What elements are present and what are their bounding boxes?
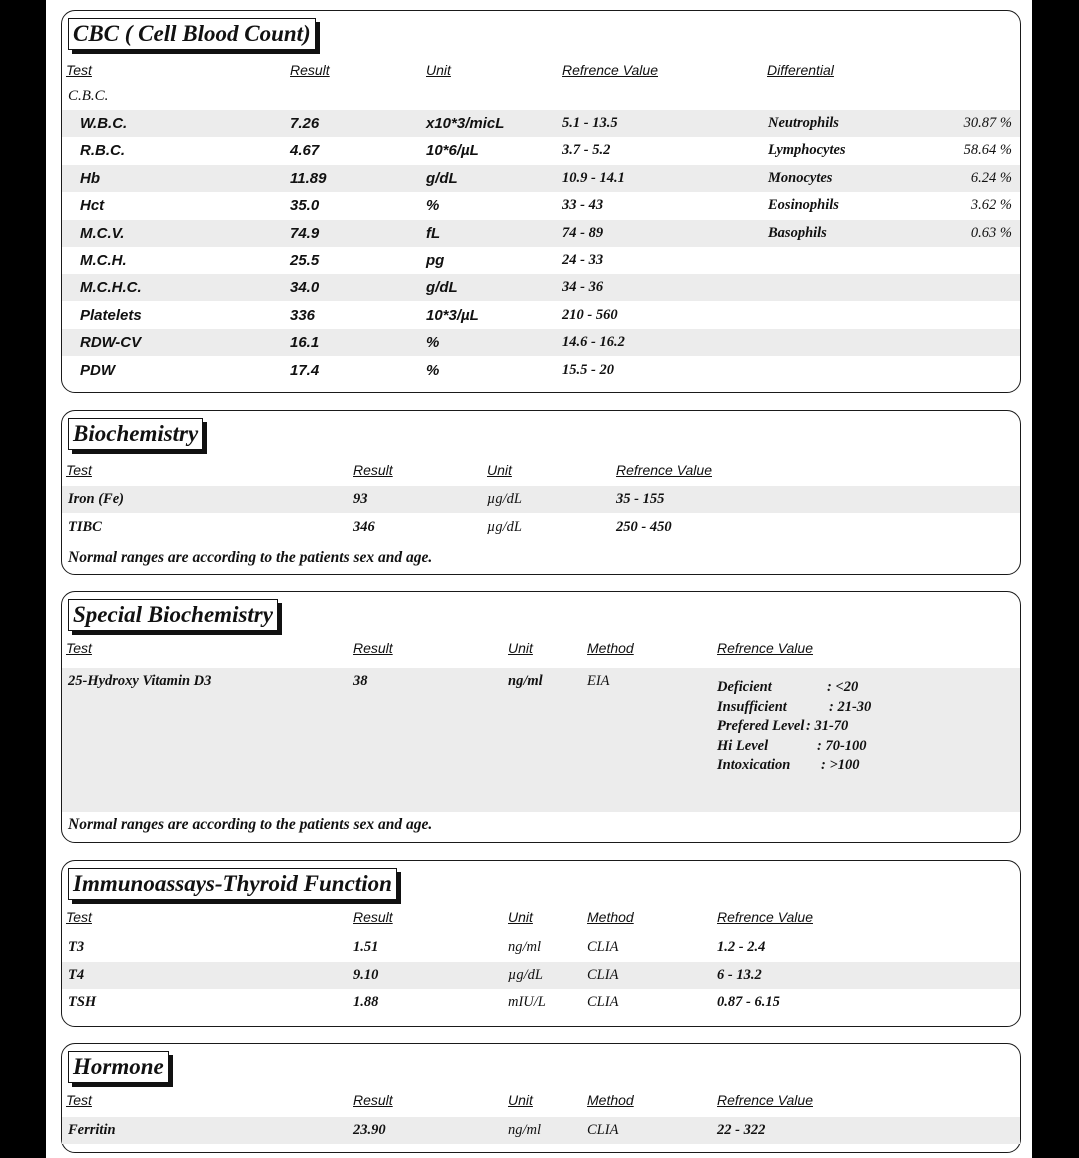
table-row xyxy=(62,486,1020,513)
cell-result: 7.26 xyxy=(290,115,320,132)
cell-ref: 15.5 - 20 xyxy=(562,361,614,378)
header-result: Result xyxy=(353,462,393,478)
cell-result: 25.5 xyxy=(290,252,320,269)
table-row xyxy=(62,668,1020,812)
cell-ref: 210 - 560 xyxy=(562,306,618,323)
section-title: Biochemistry xyxy=(68,418,203,450)
section-title: CBC ( Cell Blood Count) xyxy=(68,18,316,50)
cell-method: CLIA xyxy=(587,966,619,983)
table-row xyxy=(62,192,1020,219)
table-row xyxy=(62,934,1020,961)
cell-result: 17.4 xyxy=(290,361,320,379)
thyroid-section xyxy=(61,860,1021,1027)
header-test: Test xyxy=(66,62,92,78)
cell-test: Platelets xyxy=(80,306,142,324)
cell-unit: g/dL xyxy=(426,279,458,297)
cbc-section xyxy=(61,10,1021,393)
cell-unit: 10*3/µL xyxy=(426,306,479,324)
cell-unit: mIU/L xyxy=(508,994,546,1010)
section-title: Immunoassays-Thyroid Function xyxy=(68,868,397,900)
header-ref: Refrence Value xyxy=(717,640,813,656)
reference-value: : 70-100 xyxy=(817,737,867,754)
header-method: Method xyxy=(587,640,634,656)
cell-ref: 3.7 - 5.2 xyxy=(562,142,611,159)
cell-method: EIA xyxy=(587,673,610,689)
header-result: Result xyxy=(353,640,393,656)
table-row xyxy=(62,137,1020,164)
table-row xyxy=(62,962,1020,989)
table-row xyxy=(62,274,1020,301)
cell-ref: 35 - 155 xyxy=(616,491,665,507)
cell-unit: ng/ml xyxy=(508,1122,542,1138)
cell-diff-name: Basophils xyxy=(768,224,827,241)
cell-unit: ng/ml xyxy=(508,939,542,955)
cell-unit: µg/dL xyxy=(487,519,522,535)
cell-unit: µg/dL xyxy=(508,966,543,983)
header-ref: Refrence Value xyxy=(717,1092,813,1108)
cell-unit: x10*3/micL xyxy=(426,115,505,132)
header-unit: Unit xyxy=(508,1092,533,1108)
cell-ref: 1.2 - 2.4 xyxy=(717,939,766,955)
cell-ref: 10.9 - 14.1 xyxy=(562,169,625,186)
reference-value: : >100 xyxy=(821,757,860,773)
cell-ref: 250 - 450 xyxy=(616,519,672,535)
cell-result: 346 xyxy=(353,519,375,535)
cell-test: Hct xyxy=(80,197,105,215)
table-row xyxy=(62,514,1020,541)
cell-test: Iron (Fe) xyxy=(68,491,124,507)
cell-test: R.B.C. xyxy=(80,142,125,160)
hormone-section xyxy=(61,1043,1021,1153)
cell-test: Ferritin xyxy=(68,1122,116,1138)
header-result: Result xyxy=(290,62,330,78)
header-unit: Unit xyxy=(487,462,512,478)
cell-method: CLIA xyxy=(587,939,619,955)
reference-value: : 21-30 xyxy=(829,698,872,715)
cell-ref: 34 - 36 xyxy=(562,279,604,296)
header-diff: Differential xyxy=(767,62,834,78)
cell-test: M.C.V. xyxy=(80,224,125,242)
cell-result: 336 xyxy=(290,306,316,324)
cell-test: TSH xyxy=(68,994,97,1010)
cell-test: TIBC xyxy=(68,519,102,535)
cell-unit: % xyxy=(426,361,440,379)
reference-label: Insufficient xyxy=(717,698,787,715)
cell-ref: 5.1 - 13.5 xyxy=(562,115,618,131)
cell-result: 9.10 xyxy=(353,966,379,983)
cell-test: PDW xyxy=(80,361,115,379)
cell-ref: 0.87 - 6.15 xyxy=(717,994,780,1010)
cell-test: 25-Hydroxy Vitamin D3 xyxy=(68,673,212,689)
cell-unit: g/dL xyxy=(426,169,458,187)
cell-unit: fL xyxy=(426,224,441,242)
footnote: Normal ranges are according to the patients sex and age. xyxy=(68,549,433,566)
cell-result: 34.0 xyxy=(290,279,320,297)
cell-unit: µg/dL xyxy=(487,491,522,507)
header-unit: Unit xyxy=(508,640,533,656)
header-test: Test xyxy=(66,640,92,656)
cell-unit: pg xyxy=(426,252,445,269)
header-ref: Refrence Value xyxy=(562,62,658,78)
cell-diff-value: 6.24 % xyxy=(970,169,1012,186)
cell-ref: 74 - 89 xyxy=(562,224,604,241)
header-ref: Refrence Value xyxy=(616,462,712,478)
table-row xyxy=(62,220,1020,247)
header-method: Method xyxy=(587,909,634,925)
cell-diff-value: 30.87 % xyxy=(963,115,1012,131)
cell-diff-name: Eosinophils xyxy=(768,197,839,214)
lab-report-page xyxy=(46,0,1032,1158)
cbc-sublabel: C.B.C. xyxy=(68,88,109,104)
cell-test: Hb xyxy=(80,169,100,187)
cell-ref: 22 - 322 xyxy=(717,1122,766,1138)
special-biochemistry-section xyxy=(61,591,1021,843)
table-row xyxy=(62,247,1020,274)
reference-value: : <20 xyxy=(827,679,859,695)
cell-result: 1.88 xyxy=(353,994,379,1010)
reference-value: : 31-70 xyxy=(806,718,849,734)
cell-test: M.C.H.C. xyxy=(80,279,142,297)
header-result: Result xyxy=(353,909,393,925)
cell-test: RDW-CV xyxy=(80,334,142,352)
cell-ref: 33 - 43 xyxy=(562,197,604,214)
cell-test: W.B.C. xyxy=(80,115,128,132)
reference-label: Hi Level xyxy=(717,737,769,754)
cell-result: 74.9 xyxy=(290,224,320,242)
table-row xyxy=(62,1117,1020,1144)
cell-test: T4 xyxy=(68,966,85,983)
cell-ref: 14.6 - 16.2 xyxy=(562,334,625,351)
cell-unit: % xyxy=(426,334,440,352)
cell-diff-name: Neutrophils xyxy=(768,115,839,131)
footnote: Normal ranges are according to the patients sex and age. xyxy=(68,816,433,833)
table-row xyxy=(62,357,1020,384)
cell-diff-value: 3.62 % xyxy=(970,197,1012,214)
cell-method: CLIA xyxy=(587,994,619,1010)
table-row xyxy=(62,302,1020,329)
cell-result: 16.1 xyxy=(290,334,320,352)
header-test: Test xyxy=(66,1092,92,1108)
cell-result: 4.67 xyxy=(290,142,320,160)
cell-result: 38 xyxy=(353,673,368,689)
cell-diff-value: 0.63 % xyxy=(970,224,1012,241)
cell-test: M.C.H. xyxy=(80,252,127,269)
cell-result: 93 xyxy=(353,491,368,507)
cell-result: 1.51 xyxy=(353,939,379,955)
cell-unit: % xyxy=(426,197,440,215)
header-unit: Unit xyxy=(508,909,533,925)
header-method: Method xyxy=(587,1092,634,1108)
cell-test: T3 xyxy=(68,939,85,955)
cell-ref: 24 - 33 xyxy=(562,252,604,268)
reference-label: Deficient xyxy=(717,679,772,695)
table-row xyxy=(62,989,1020,1016)
reference-label: Prefered Level xyxy=(717,718,805,734)
cell-method: CLIA xyxy=(587,1122,619,1138)
cell-result: 11.89 xyxy=(290,169,327,187)
biochemistry-section xyxy=(61,410,1021,575)
cell-diff-value: 58.64 % xyxy=(963,142,1012,159)
section-title: Special Biochemistry xyxy=(68,599,278,631)
table-row xyxy=(62,110,1020,137)
header-ref: Refrence Value xyxy=(717,909,813,925)
table-row xyxy=(62,329,1020,356)
header-test: Test xyxy=(66,909,92,925)
cell-unit: 10*6/µL xyxy=(426,142,479,160)
cell-diff-name: Lymphocytes xyxy=(768,142,846,159)
section-title: Hormone xyxy=(68,1051,169,1083)
table-row xyxy=(62,165,1020,192)
cell-result: 23.90 xyxy=(353,1122,386,1138)
cell-unit: ng/ml xyxy=(508,673,543,689)
cell-ref: 6 - 13.2 xyxy=(717,966,762,983)
reference-label: Intoxication xyxy=(717,757,791,773)
cell-result: 35.0 xyxy=(290,197,320,215)
header-unit: Unit xyxy=(426,62,451,78)
header-result: Result xyxy=(353,1092,393,1108)
header-test: Test xyxy=(66,462,92,478)
cell-diff-name: Monocytes xyxy=(768,169,833,186)
